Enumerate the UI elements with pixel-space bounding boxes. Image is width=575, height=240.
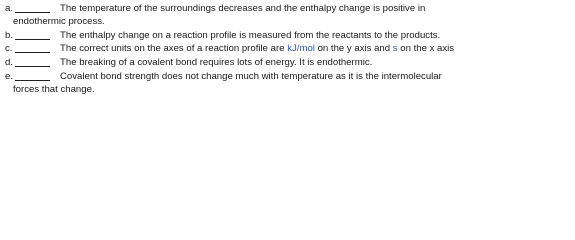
statement-letter: a.	[5, 3, 14, 14]
true-false-worksheet	[0, 0, 575, 111]
statement-text: The breaking of a covalent bond requires lots of energy. It is endothermic.	[60, 57, 373, 68]
answer-blank[interactable]	[15, 52, 50, 53]
statement-c	[0, 42, 575, 56]
statement-text	[60, 42, 454, 56]
statement-b	[0, 29, 575, 43]
statement-letter: e.	[5, 71, 14, 82]
statement-text-part: on the y axis and	[314, 43, 393, 54]
statement-d	[0, 56, 575, 70]
statement-e-continuation: forces that change.	[13, 84, 95, 95]
statement-text-part: on the x axis	[397, 43, 455, 54]
answer-blank[interactable]	[15, 66, 50, 67]
x-axis-unit: s	[392, 43, 398, 54]
statement-letter: c.	[5, 43, 13, 54]
statement-text-part: The correct units on the axes of a reaction profile are	[60, 43, 288, 54]
answer-blank[interactable]	[15, 12, 50, 13]
answer-blank[interactable]	[15, 39, 50, 40]
statement-letter: d.	[5, 57, 14, 68]
statement-text: The enthalpy change on a reaction profile is measured from the reactants to the products.	[60, 30, 441, 41]
statement-a-continuation: endothermic process.	[13, 16, 105, 27]
statement-a	[0, 2, 575, 16]
statement-text: Covalent bond strength does not change much with temperature as it is the intermolecular	[60, 71, 442, 82]
statement-e	[0, 70, 575, 84]
statement-letter: b.	[5, 30, 14, 41]
y-axis-unit: kJ/mol	[287, 43, 315, 54]
statement-text: The temperature of the surroundings decreases and the enthalpy change is positive in	[60, 3, 426, 14]
answer-blank[interactable]	[15, 80, 50, 81]
